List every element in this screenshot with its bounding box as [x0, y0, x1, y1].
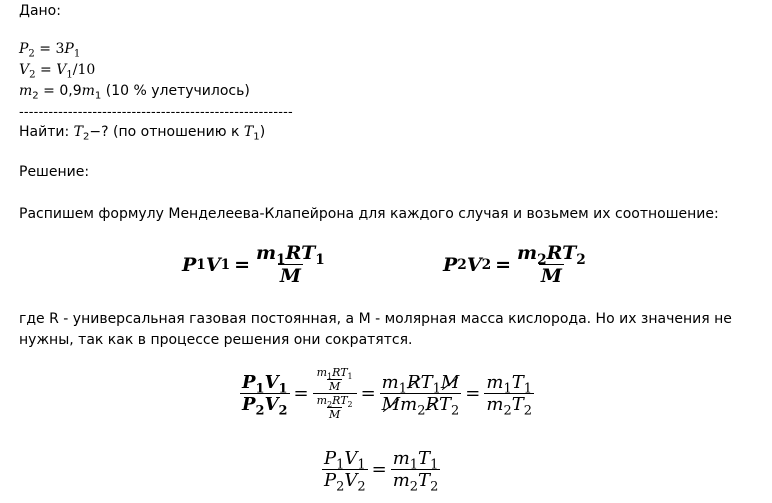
mass-note: (10 % улетучилось) — [105, 83, 250, 99]
fraction: $\frac{m_1T_1}{m_2T_2}$ — [486, 372, 532, 419]
cancelled-m: M — [381, 394, 401, 415]
cancelled-r: R — [425, 394, 439, 415]
fraction: $\frac{m_2RT_2}{M}$ — [316, 394, 353, 421]
cancelled-fraction: $\frac{m_1RT_1M}{Mm_2RT_2}$ — [381, 372, 460, 419]
fraction: $\frac{m_2RT_2}{M}$ — [517, 242, 586, 287]
equation-final: $\frac{P_1V_1}{P_2V_2}$ = $\frac{m_1T_1}{m_2T_2}$ — [324, 448, 439, 495]
equation-ratio: $\frac{P_1V_1}{P_2V_2}$ = $\frac{\frac{m_1RT_1}{M}}{\frac{m_2RT_2}{M}}$ = $\frac{m_1RT_1M}{Mm_2RT_2}$ = $\frac{m_1T_1}{m_2T_2}$ — [242, 366, 532, 421]
given-pressure: $P_2 = 3P_1$ — [19, 41, 81, 60]
fraction: $\frac{P_1V_1}{P_2V_2}$ — [324, 448, 366, 495]
cancelled-m: M — [440, 372, 460, 393]
fraction: $\frac{P_1V_1}{P_2V_2}$ — [242, 372, 288, 419]
equation-state-2: P 2 V 2 = $\frac{m_2RT_2}{M}$ — [443, 242, 586, 287]
given-volume: $V_2 = V_1/10$ — [19, 62, 96, 81]
separator-line: -------------------------------------------------------- — [19, 105, 293, 120]
solution-intro: Распишем формулу Менделеева-Клапейрона для каждого случая и возьмем их соотношение: — [19, 206, 719, 222]
given-heading: Дано: — [19, 3, 61, 19]
explanation-line-2: нужны, так как в процессе решения они сократятся. — [19, 332, 413, 348]
find-line: Найти: $T_2-$? (по отношению к $T_1$) — [19, 124, 266, 143]
fraction: $\frac{m_1T_1}{m_2T_2}$ — [392, 448, 439, 495]
fraction: $\frac{m_1RT_1}{M}$ — [316, 366, 353, 393]
explanation-line-1: где R - универсальная газовая постоянная, а M - молярная масса кислорода. Но их значения не — [19, 311, 732, 327]
cancelled-r: R — [407, 372, 421, 393]
fraction: $\frac{m_1RT_1}{M}$ — [256, 242, 325, 287]
equation-state-1: P 1 V 1 = $\frac{m_1RT_1}{M}$ — [182, 242, 325, 287]
given-mass: $m_2 = 0,9m_1$ (10 % улетучилось) — [19, 83, 250, 102]
compound-fraction — [313, 366, 357, 421]
solution-heading: Решение: — [19, 164, 90, 180]
